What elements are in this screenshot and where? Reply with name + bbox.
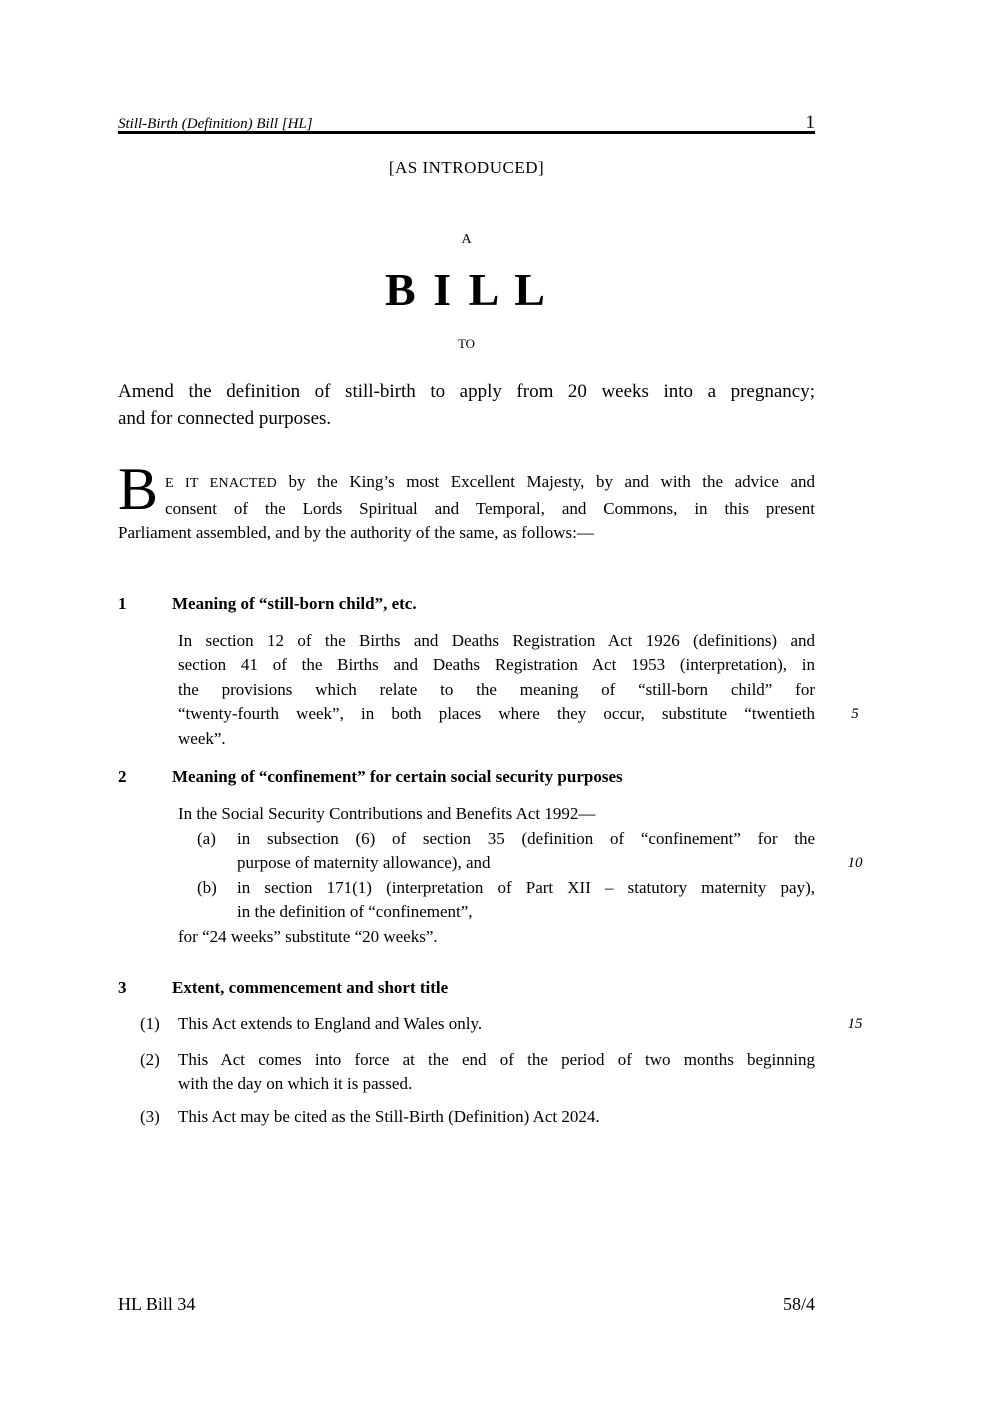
running-header xyxy=(118,112,815,134)
section-heading: Meaning of “confinement” for certain social security purposes xyxy=(172,767,623,786)
subsection-marker: (2) xyxy=(140,1049,160,1069)
page-footer xyxy=(118,1294,815,1315)
item-marker: (a) xyxy=(197,828,216,848)
enacting-line-text: by the King’s most Excellent Majesty, by and with the advice and xyxy=(277,472,815,491)
enacting-line: Parliament assembled, and by the authority of the same, as follows:— xyxy=(118,523,594,542)
bill-title-word: B I L L xyxy=(385,264,548,315)
subsection-marker: (3) xyxy=(140,1106,160,1126)
enacting-formula xyxy=(118,456,815,546)
body-line: for “24 weeks” substitute “20 weeks”. xyxy=(178,926,438,946)
subsection-2 xyxy=(118,1048,815,1097)
section-1-heading-row xyxy=(118,593,815,615)
margin-line-number-5: 5 xyxy=(851,706,859,722)
section-number: 2 xyxy=(118,767,127,786)
subsection-1 xyxy=(118,1012,863,1037)
long-title-line: and for connected purposes. xyxy=(118,408,332,429)
section-heading: Meaning of “still-born child”, etc. xyxy=(172,593,417,613)
footer-bill-number: HL Bill 34 xyxy=(118,1294,196,1314)
subsection-marker: (1) xyxy=(140,1014,160,1033)
margin-line-number-15: 15 xyxy=(847,1016,863,1032)
section-1-body xyxy=(178,629,859,752)
running-title: Still-Birth (Definition) Bill [HL] xyxy=(118,116,313,132)
drop-cap: B xyxy=(118,456,159,522)
body-line xyxy=(178,1012,863,1037)
body-line: This Act comes into force at the end of the period of two months beginning xyxy=(178,1049,815,1069)
document-content xyxy=(118,0,863,1129)
body-line-text: This Act extends to England and Wales only. xyxy=(178,1014,483,1033)
body-line xyxy=(237,851,863,876)
section-2-body xyxy=(178,802,863,949)
body-line xyxy=(178,702,859,727)
page-number: 1 xyxy=(805,112,815,133)
long-title xyxy=(118,378,815,432)
bill-to-word: TO xyxy=(457,336,476,351)
long-title-line: Amend the definition of still-birth to apply from 20 weeks into a pregnancy; xyxy=(118,381,815,402)
section-3-heading-row xyxy=(118,977,815,999)
section-number: 1 xyxy=(118,593,127,613)
status-line: [AS INTRODUCED] xyxy=(388,158,545,177)
subsection-3 xyxy=(118,1105,815,1130)
section-2-heading-row xyxy=(118,766,815,788)
enacting-smallcaps: E IT ENACTED xyxy=(165,476,278,491)
body-line: in subsection (6) of section 35 (definition of “confinement” for the xyxy=(237,828,815,848)
body-line: in the definition of “confinement”, xyxy=(237,902,473,921)
body-line: week”. xyxy=(178,728,226,748)
item-marker: (b) xyxy=(197,877,217,897)
body-line: This Act may be cited as the Still-Birth (Definition) Act 2024. xyxy=(178,1106,600,1126)
enacting-line: consent of the Lords Spiritual and Temporal, and Commons, in this present xyxy=(165,498,815,518)
margin-line-number-10: 10 xyxy=(847,855,863,871)
paragraph-item-a xyxy=(178,827,863,876)
footer-session-code: 58/4 xyxy=(782,1294,815,1314)
body-line-text: purpose of maternity allowance), and xyxy=(237,853,491,872)
body-line: the provisions which relate to the meaning of “still-born child” for xyxy=(178,679,815,699)
section-number: 3 xyxy=(118,978,127,997)
body-line-text: “twenty-fourth week”, in both places where they occur, substitute “twentieth xyxy=(178,704,815,723)
body-line: In section 12 of the Births and Deaths Registration Act 1926 (definitions) and xyxy=(178,630,815,650)
body-line: In the Social Security Contributions and Benefits Act 1992— xyxy=(178,804,596,823)
body-line: with the day on which it is passed. xyxy=(178,1074,413,1093)
body-line: in section 171(1) (interpretation of Part XII – statutory maternity pay), xyxy=(237,877,815,897)
section-heading: Extent, commencement and short title xyxy=(172,978,449,997)
enacting-line xyxy=(118,470,815,497)
paragraph-item-b xyxy=(178,876,815,925)
bill-article-a: A xyxy=(461,232,472,247)
body-line: section 41 of the Births and Deaths Registration Act 1953 (interpretation), in xyxy=(178,655,815,674)
